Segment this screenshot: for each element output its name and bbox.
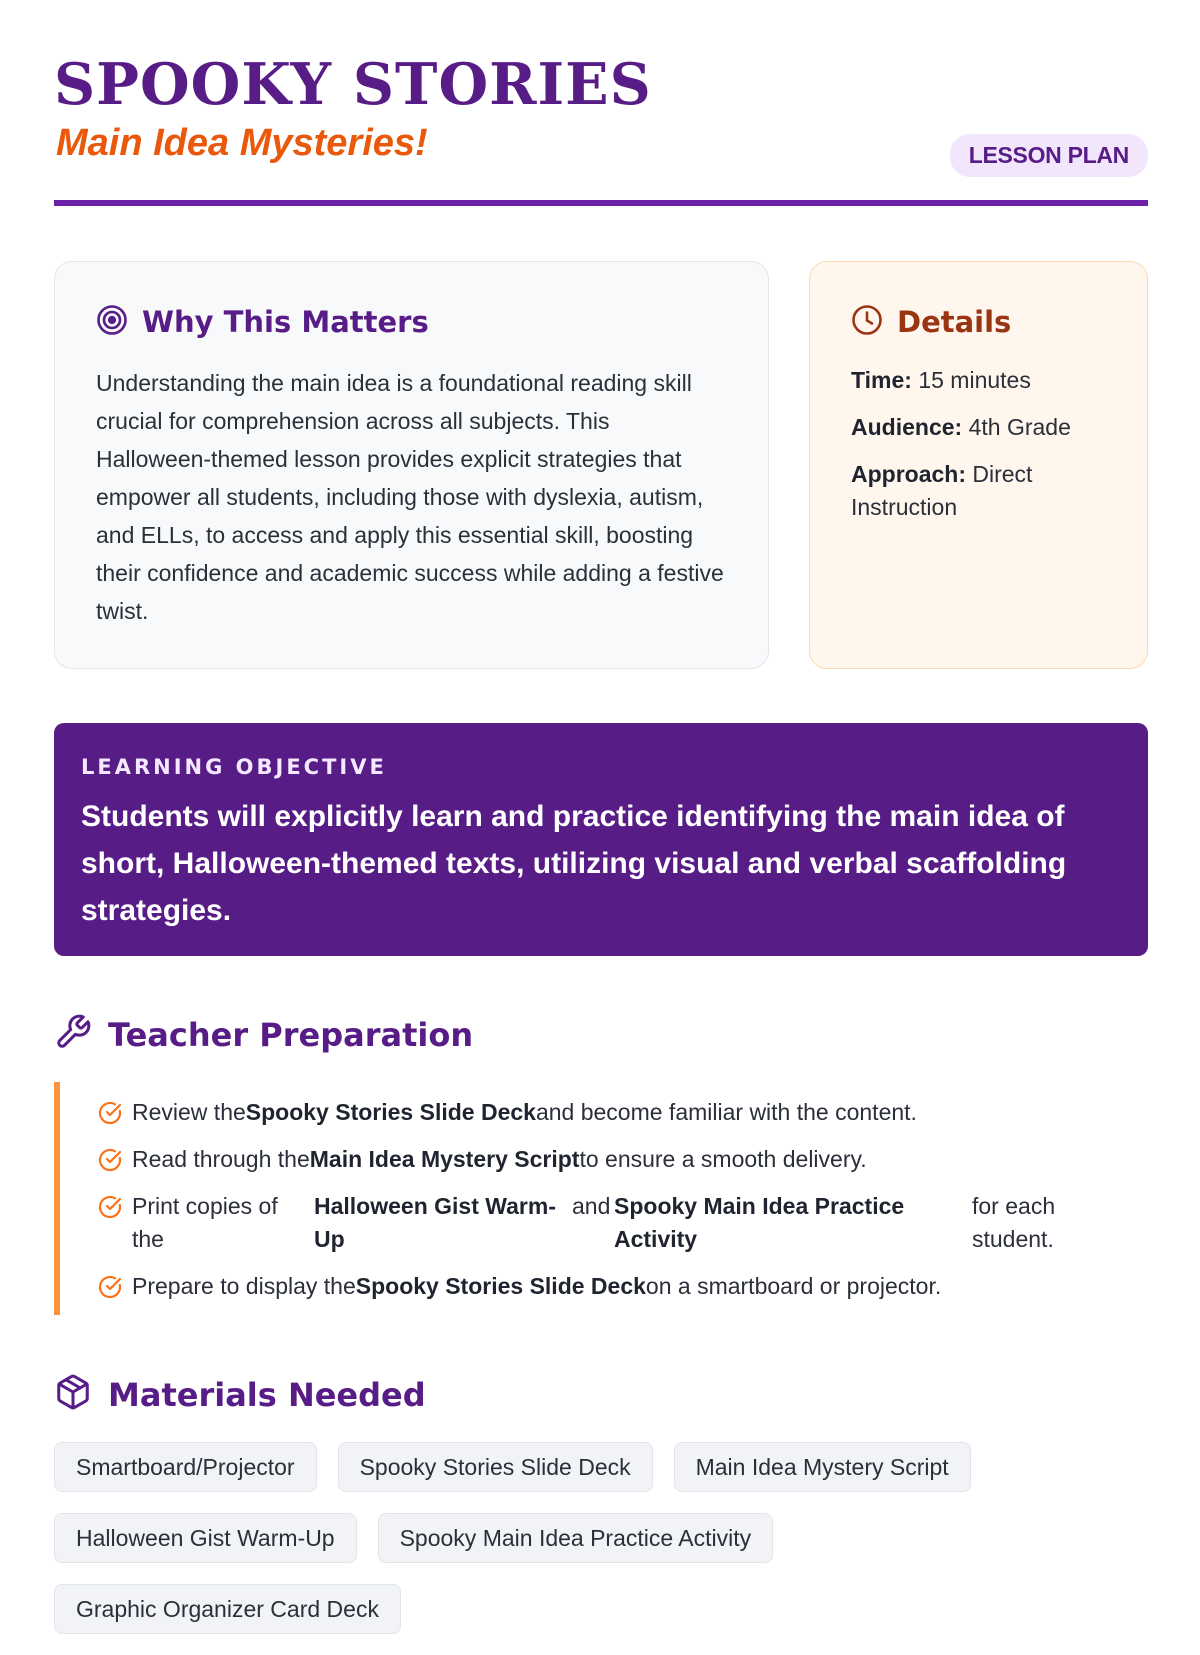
prep-item-text: on a smartboard or projector.: [645, 1273, 942, 1299]
objective-text: Students will explicitly learn and practice identifying the main idea of short, Halloween-themed texts, utilizing visual and verbal scaffolding strategies.: [81, 800, 1067, 927]
detail-approach: [851, 458, 1106, 524]
detail-time-label: Time:: [851, 367, 912, 393]
clock-icon: [851, 304, 883, 341]
materials-list: [54, 1442, 1148, 1655]
materials-row: [54, 1584, 1148, 1634]
page-header: [54, 0, 1148, 207]
lesson-plan-page: [54, 0, 1148, 1622]
materials-row: [54, 1442, 1148, 1492]
objective-label: LEARNING OBJECTIVE: [81, 755, 387, 779]
material-chip: Spooky Stories Slide Deck: [338, 1442, 653, 1492]
detail-approach-label: Approach:: [851, 461, 966, 487]
material-chip: Halloween Gist Warm-Up: [54, 1513, 357, 1563]
check-circle-icon: [98, 1270, 132, 1303]
teacher-preparation-list: [54, 1082, 1148, 1315]
materials-row: [54, 1513, 1148, 1563]
header-divider: [54, 200, 1148, 206]
prep-item-text: Print copies of the: [132, 1193, 278, 1252]
overview-cards: [54, 261, 1148, 669]
material-chip: Graphic Organizer Card Deck: [54, 1584, 401, 1634]
prep-item-text: and become familiar with the content.: [535, 1099, 917, 1125]
prep-item-bold: Main Idea Mystery Script: [309, 1146, 580, 1172]
detail-audience-label: Audience:: [851, 414, 963, 440]
detail-time: [851, 364, 1106, 397]
teacher-preparation-heading: Teacher Preparation: [108, 1015, 474, 1054]
target-icon: [96, 304, 128, 341]
details-card-header: [851, 304, 1106, 341]
page-title: SPOOKY STORIES: [54, 51, 652, 118]
why-card-heading: Why This Matters: [142, 305, 429, 339]
prep-item-bold: Spooky Main Idea Practice Activity: [614, 1193, 905, 1252]
check-circle-icon: [98, 1190, 132, 1223]
wrench-icon: [54, 1013, 92, 1056]
prep-item-text: to ensure a smooth delivery.: [579, 1146, 867, 1172]
list-item: [98, 1096, 1148, 1129]
details-card-heading: Details: [897, 305, 1012, 339]
prep-item-text: Read through the: [132, 1146, 310, 1172]
materials-needed-header: [54, 1373, 426, 1416]
page-subtitle: Main Idea Mysteries!: [56, 122, 428, 164]
list-item: [98, 1270, 1148, 1303]
detail-audience-value: 4th Grade: [968, 414, 1071, 440]
teacher-preparation-header: [54, 1013, 473, 1056]
material-chip: Smartboard/Projector: [54, 1442, 317, 1492]
why-card-header: [96, 304, 727, 341]
why-this-matters-card: [54, 261, 769, 669]
why-card-body: Understanding the main idea is a foundational reading skill crucial for comprehension across all subjects. This Halloween-themed lesson provides explicit strategies that empower all students, including those with dyslexia, autism, and ELLs, to access and apply this essential skill, boosting their confidence and academic success while adding a festive twist.: [96, 370, 724, 624]
detail-approach-value: Direct Instruction: [851, 461, 1033, 520]
details-card: [809, 261, 1148, 669]
material-chip: Main Idea Mystery Script: [674, 1442, 971, 1492]
prep-item-bold: Spooky Stories Slide Deck: [355, 1273, 646, 1299]
material-chip: Spooky Main Idea Practice Activity: [378, 1513, 774, 1563]
prep-item-columns: [132, 1190, 1072, 1256]
list-item: [98, 1143, 1148, 1176]
prep-item-bold: Spooky Stories Slide Deck: [245, 1099, 536, 1125]
lesson-plan-badge: LESSON PLAN: [950, 134, 1148, 177]
prep-item-text: Prepare to display the: [132, 1273, 356, 1299]
prep-item-text: for each student.: [972, 1193, 1056, 1252]
detail-time-value: 15 minutes: [918, 367, 1031, 393]
check-circle-icon: [98, 1096, 132, 1129]
prep-item-text: Review the: [132, 1099, 246, 1125]
check-circle-icon: [98, 1143, 132, 1176]
list-item: [98, 1190, 1148, 1256]
package-icon: [54, 1373, 92, 1416]
materials-needed-heading: Materials Needed: [108, 1375, 426, 1414]
learning-objective-banner: [54, 723, 1148, 956]
detail-audience: [851, 411, 1106, 444]
prep-item-bold: Halloween Gist Warm-Up: [314, 1193, 556, 1252]
prep-item-text: and: [572, 1193, 611, 1219]
